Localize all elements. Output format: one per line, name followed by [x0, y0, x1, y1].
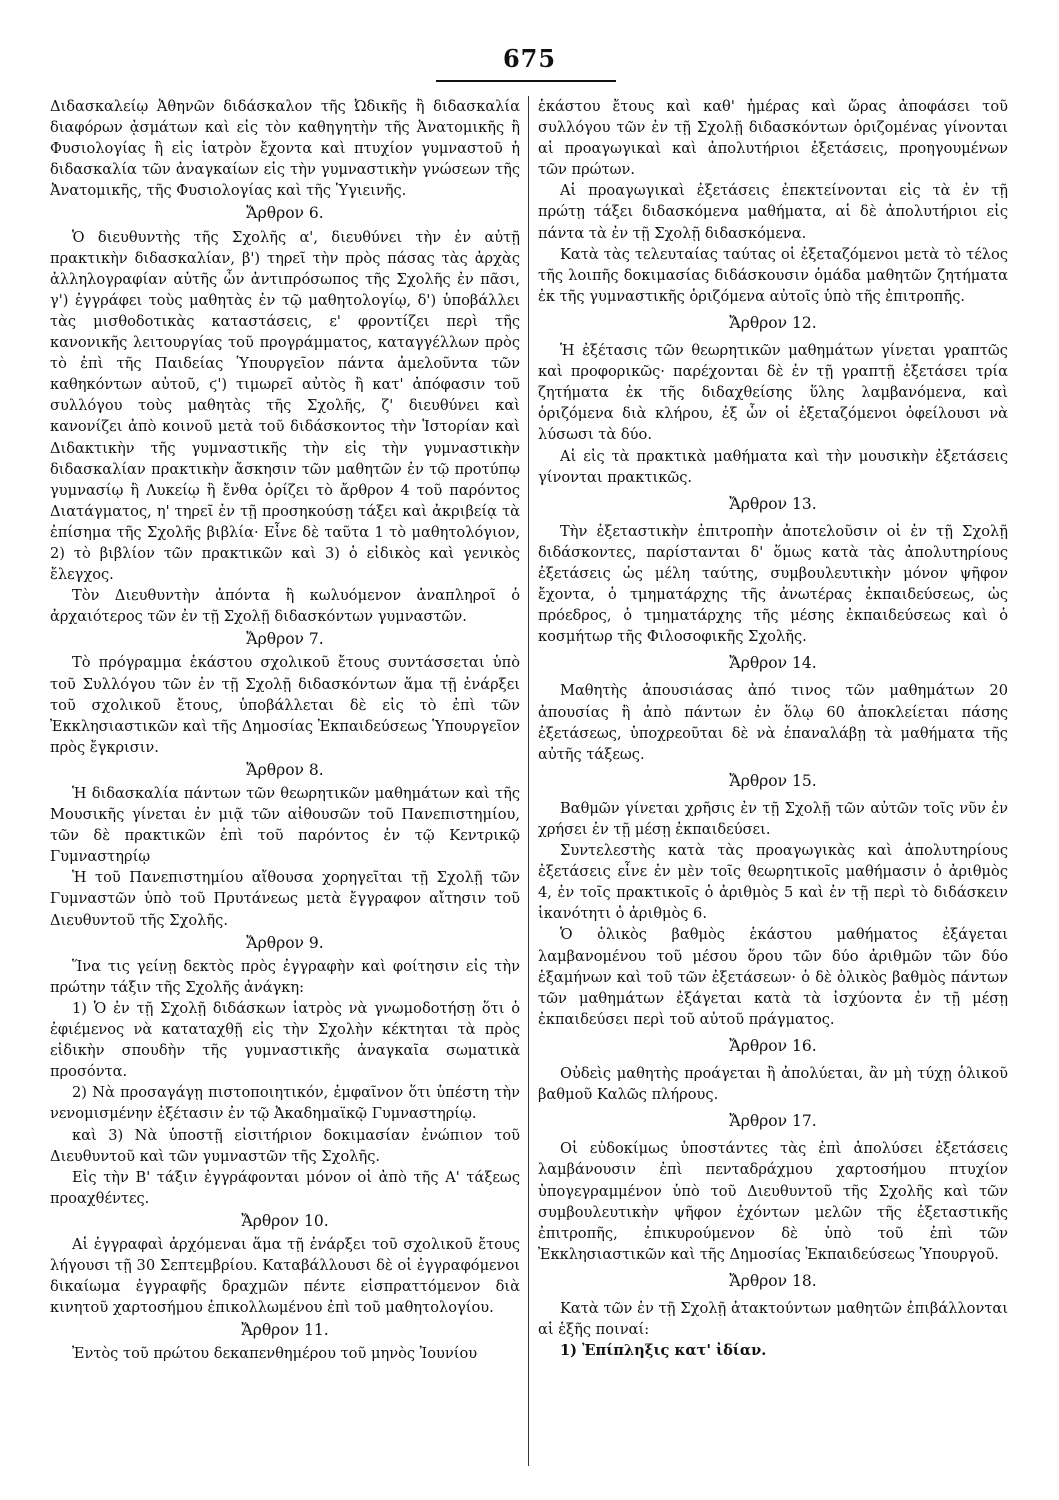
paragraph: Ὁ ὁλικὸς βαθμὸς ἑκάστου μαθήματος ἐξάγεται λαμβανομένου τοῦ μέσου ὅρου τῶν δύο ἀριθμῶν τῶν δύο ἑξαμήνων καὶ τοῦ τῶν ἐξετάσεων· ὁ δὲ ὁλικὸς βαθμὸς πάντων τῶν μαθημάτων ἐξάγεται κατὰ τὰ ἰσχύοντα ἐν τῇ μέσῃ ἐκπαιδεύσει περὶ τοῦ αὐτοῦ πράγματος. [538, 926, 1008, 1028]
article-heading: Ἄρθρον 17. [729, 1112, 817, 1131]
header-rule [436, 80, 616, 82]
paragraph: Τὴν ἐξεταστικὴν ἐπιτροπὴν ἀποτελοῦσιν οἱ ἐν τῇ Σχολῇ διδάσκοντες, παρίστανται δ' ὅμως κατὰ τὰς ἀπολυτηρίους ἐξετάσεις ὡς μέλη ταύτης, συμβουλευτικὴν μόνον ψῆφον ἔχοντα, ὁ τμηματάρχης τῆς ἀνωτέρας ἐκπαιδεύσεως, ὡς πρόεδρος, ὁ τμηματάρχης τῆς μέσης ἐκπαιδεύσεως καὶ ὁ κοσμήτωρ τῆς Φιλοσοφικῆς Σχολῆς. [538, 522, 1008, 646]
article-heading: Ἄρθρον 15. [729, 771, 817, 790]
paragraph: Αἱ εἰς τὰ πρακτικὰ μαθήματα καὶ τὴν μουσικὴν ἐξετάσεις γίνονται πρακτικῶς. [538, 447, 1008, 486]
article-heading: Ἄρθρον 11. [241, 1321, 329, 1340]
paragraph: Συντελεστὴς κατὰ τὰς προαγωγικὰς καὶ ἀπολυτηρίους ἐξετάσεις εἶνε ἐν μὲν τοῖς θεωρητικοῖς μαθήμασιν ὁ ἀριθμὸς 4, ἐν τοῖς πρακτικοῖς ὁ ἀριθμὸς 5 καὶ ἐν τῇ περὶ τὸ διδάσκειν ἱκανότητι ὁ ἀριθμὸς 6. [538, 842, 1008, 923]
paragraph: Ἡ ἐξέτασις τῶν θεωρητικῶν μαθημάτων γίνεται γραπτῶς καὶ προφορικῶς· παρέχονται δὲ ἐν τῇ γραπτῇ ἐξετάσει τρία ζητήματα ἐκ τῆς διδαχθείσης ὕλης λαμβανόμενα, καὶ ὁριζόμενα διὰ κλήρου, ἐξ ὧν οἱ ἐξεταζόμενοι ὀφείλουσι νὰ λύσωσι τὰ δύο. [538, 342, 1008, 444]
paragraph: 1) Ὁ ἐν τῇ Σχολῇ διδάσκων ἰατρὸς νὰ γνωμοδοτήσῃ ὅτι ὁ ἐφιέμενος νὰ καταταχθῇ εἰς τὴν Σχολὴν κέκτηται τὰ πρὸς εἰδικὴν σπουδὴν τῆς γυμναστικῆς ἀναγκαῖα σωματικὰ προσόντα. [50, 999, 520, 1081]
article-heading: Ἄρθρον 12. [729, 313, 817, 332]
paragraph: Τὸ πρόγραμμα ἑκάστου σχολικοῦ ἔτους συντάσσεται ὑπὸ τοῦ Συλλόγου τῶν ἐν τῇ Σχολῇ διδασκόντων ἅμα τῇ ἐνάρξει τοῦ σχολικοῦ ἔτους, ὑποβάλλεται δὲ εἰς τὸ ἐπὶ τῶν Ἐκκλησιαστικῶν καὶ τῆς Δημοσίας Ἐκπαιδεύσεως Ὑπουργεῖον πρὸς ἔγκρισιν. [50, 654, 520, 756]
paragraph: ἑκάστου ἔτους καὶ καθ' ἡμέρας καὶ ὥρας ἀποφάσει τοῦ συλλόγου τῶν ἐν τῇ Σχολῇ διδασκόντων ὁριζομένας γίνονται αἱ προαγωγικαὶ καὶ ἀπολυτήριοι ἐξετάσεις, προηγουμένων τῶν πρώτων. [538, 98, 1008, 179]
paragraph: Κατὰ τῶν ἐν τῇ Σχολῇ ἀτακτούντων μαθητῶν ἐπιβάλλονται αἱ ἑξῆς ποιναί: [538, 1299, 1008, 1339]
paragraph: Βαθμῶν γίνεται χρῆσις ἐν τῇ Σχολῇ τῶν αὐτῶν τοῖς νῦν ἐν χρήσει ἐν τῇ μέσῃ ἐκπαιδεύσει. [538, 799, 1008, 838]
penalty-item: 1) Ἐπίπληξις κατ' ἰδίαν. [560, 1342, 767, 1360]
paragraph: Τὸν Διευθυντὴν ἀπόντα ἢ κωλυόμενον ἀναπληροῖ ὁ ἀρχαιότερος τῶν ἐν τῇ Σχολῇ διδασκόντων γυμναστῶν. [50, 587, 520, 626]
paragraph: 2) Νὰ προσαγάγῃ πιστοποιητικόν, ἐμφαῖνον ὅτι ὑπέστη τὴν νενομισμένην ἐξέτασιν ἐν τῷ Ἀκαδημαϊκῷ Γυμναστηρίῳ. [50, 1084, 520, 1123]
paragraph: Κατὰ τὰς τελευταίας ταύτας οἱ ἐξεταζόμενοι μετὰ τὸ τέλος τῆς λοιπῆς δοκιμασίας διδάσκουσιν ὁμάδα μαθητῶν ζητήματα ἐκ τῆς γυμναστικῆς ὁριζόμενα αὐτοῖς ὑπὸ τῆς ἐπιτροπῆς. [538, 245, 1008, 305]
article-heading: Ἄρθρον 13. [729, 494, 817, 513]
article-heading: Ἄρθρον 10. [241, 1211, 329, 1230]
paragraph: Οὐδεὶς μαθητὴς προάγεται ἢ ἀπολύεται, ἂν μὴ τύχῃ ὁλικοῦ βαθμοῦ Καλῶς πλήρους. [538, 1065, 1008, 1104]
article-heading: Ἄρθρον 9. [246, 933, 324, 952]
page-number: 675 [502, 44, 557, 73]
paragraph: Μαθητὴς ἀπουσιάσας ἀπό τινος τῶν μαθημάτων 20 ἀπουσίας ἢ ἀπὸ πάντων ἐν ὅλῳ 60 ἀποκλείεται πάσης ἐξετάσεως, ὑποχρεοῦται δὲ νὰ ἐπαναλάβῃ τὰ μαθήματα τῆς αὐτῆς τάξεως. [538, 682, 1008, 763]
article-heading: Ἄρθρον 16. [729, 1036, 817, 1055]
article-heading: Ἄρθρον 18. [729, 1271, 817, 1290]
article-heading: Ἄρθρον 8. [246, 760, 324, 779]
right-column [538, 96, 1008, 1476]
paragraph: Αἱ προαγωγικαὶ ἐξετάσεις ἐπεκτείνονται εἰς τὰ ἐν τῇ πρώτῃ τάξει διδασκόμενα μαθήματα, αἱ δὲ ἀπολυτήριοι εἰς πάντα τὰ ἐν τῇ Σχολῇ διδασκόμενα. [538, 182, 1008, 242]
paragraph: Ἡ τοῦ Πανεπιστημίου αἴθουσα χορηγεῖται τῇ Σχολῇ τῶν Γυμναστῶν ὑπὸ τοῦ Πρυτάνεως μετὰ ἔγγραφον αἴτησιν τοῦ Διευθυντοῦ τῆς Σχολῆς. [50, 869, 520, 929]
paragraph: Ἡ διδασκαλία πάντων τῶν θεωρητικῶν μαθημάτων καὶ τῆς Μουσικῆς γίνεται ἐν μιᾷ τῶν αἰθουσῶν τοῦ Πανεπιστημίου, τῶν δὲ πρακτικῶν ἐπὶ τοῦ παρόντος ἐν τῷ Κεντρικῷ Γυμναστηρίῳ [50, 785, 520, 866]
paragraph: Οἱ εὐδοκίμως ὑποστάντες τὰς ἐπὶ ἀπολύσει ἐξετάσεις λαμβάνουσιν ἐπὶ πενταδράχμου χαρτοσήμου πτυχίον ὑπογεγραμμένον ὑπὸ τοῦ Διευθυντοῦ τῆς Σχολῆς καὶ τῶν συμβουλευτικὴν ψῆφον ἐχόντων μελῶν τῆς ἐξεταστικῆς ἐπιτροπῆς, ἐπικυρούμενον δὲ ὑπὸ τοῦ ἐπὶ τῶν Ἐκκλησιαστικῶν καὶ τῆς Δημοσίας Ἐκπαιδεύσεως Ὑπουργοῦ. [538, 1140, 1008, 1263]
column-divider [528, 96, 529, 1466]
paragraph: Διδασκαλείῳ Ἀθηνῶν διδάσκαλον τῆς Ὠδικῆς ἢ διδασκαλία διαφόρων ᾀσμάτων καὶ εἰς τὸν καθηγητὴν τῆς Ἀνατομικῆς ἢ Φυσιολογίας ἢ εἰς ἰατρὸν ἔχοντα καὶ πτυχίον γυμναστοῦ ἡ διδασκαλία τῶν ἀναγκαίων εἰς τὴν γυμναστικὴν γνώσεων τῆς Ἀνατομικῆς, τῆς Φυσιολογίας καὶ τῆς Ὑγιεινῆς. [50, 98, 520, 200]
article-heading: Ἄρθρον 7. [246, 630, 324, 649]
paragraph: Ὁ διευθυντὴς τῆς Σχολῆς α', διευθύνει τὴν ἐν αὐτῇ πρακτικὴν διδασκαλίαν, β') τηρεῖ τὴν πρὸς πάσας τὰς ἀρχὰς ἀλληλογραφίαν αὐτῆς ὧν ἀντιπρόσωπος τῆς Σχολῆς ἐν πᾶσι, γ') ἐγγράφει τοὺς μαθητὰς ἐν τῷ μαθητολογίῳ, δ') ὑποβάλλει τὰς μισθοδοτικὰς καταστάσεις, ε' φροντίζει περὶ τῆς κανονικῆς λειτουργίας τοῦ προγράμματος, καταγγέλλων πρὸς τὸ ἐπὶ τῆς Παιδείας Ὑπουργεῖον πάντα ἀμελοῦντα τῶν καθηκόντων αὐτοῦ, ϛ') τιμωρεῖ αὐτὸς ἢ κατ' ἀπόφασιν τοῦ συλλόγου τοὺς μαθητὰς τῆς Σχολῆς, ζ' διευθύνει καὶ κανονίζει ἀπὸ κοινοῦ μετὰ τοῦ διδάσκοντος τὴν Ἱστορίαν καὶ Διδακτικὴν τῆς γυμναστικῆς τὴν εἰς τὴν γυμναστικὴν διδασκαλίαν πρακτικὴν ἄσκησιν τῶν μαθητῶν ἐν τῷ προτύπῳ γυμνασίῳ ἢ Λυκείῳ ἢ ἔνθα ὁρίζει τὸ ἄρθρον 4 τοῦ παρόντος Διατάγματος, η' τηρεῖ ἐν τῇ προσηκούσῃ τάξει καὶ ἀκριβείᾳ τὰ ἐπίσημα τῆς Σχολῆς βιβλία· Εἶνε δὲ ταῦτα 1 τὸ μαθητολόγιον, 2) τὸ βιβλίον τῶν πρακτικῶν καὶ 3) ὁ εἰδικὸς καὶ γενικὸς ἔλεγχος. [50, 228, 520, 584]
paragraph: Αἱ ἐγγραφαὶ ἀρχόμεναι ἅμα τῇ ἐνάρξει τοῦ σχολικοῦ ἔτους λήγουσι τῇ 30 Σεπτεμβρίου. Καταβάλλουσι δὲ οἱ ἐγγραφόμενοι δικαίωμα ἐγγραφῆς δραχμῶν πέντε εἰσπραττόμενον διὰ κινητοῦ χαρτοσήμου ἐπικολλωμένου ἐπὶ τοῦ μαθητολογίου. [50, 1235, 520, 1317]
paragraph: Εἰς τὴν Β' τάξιν ἐγγράφονται μόνον οἱ ἀπὸ τῆς Α' τάξεως προαχθέντες. [50, 1168, 520, 1207]
article-heading: Ἄρθρον 14. [729, 654, 817, 673]
paragraph: Ἐντὸς τοῦ πρώτου δεκαπενθημέρου τοῦ μηνὸς Ἰουνίου [72, 1345, 478, 1363]
article-heading: Ἄρθρον 6. [246, 204, 324, 223]
paragraph: καὶ 3) Νὰ ὑποστῇ εἰσιτήριον δοκιμασίαν ἐνώπιον τοῦ Διευθυντοῦ καὶ τῶν γυμναστῶν τῆς Σχολῆς. [50, 1126, 520, 1165]
left-column [50, 96, 520, 1476]
paragraph: Ἵνα τις γείνῃ δεκτὸς πρὸς ἐγγραφὴν καὶ φοίτησιν εἰς τὴν πρώτην τάξιν τῆς Σχολῆς ἀνάγκη: [50, 957, 520, 996]
